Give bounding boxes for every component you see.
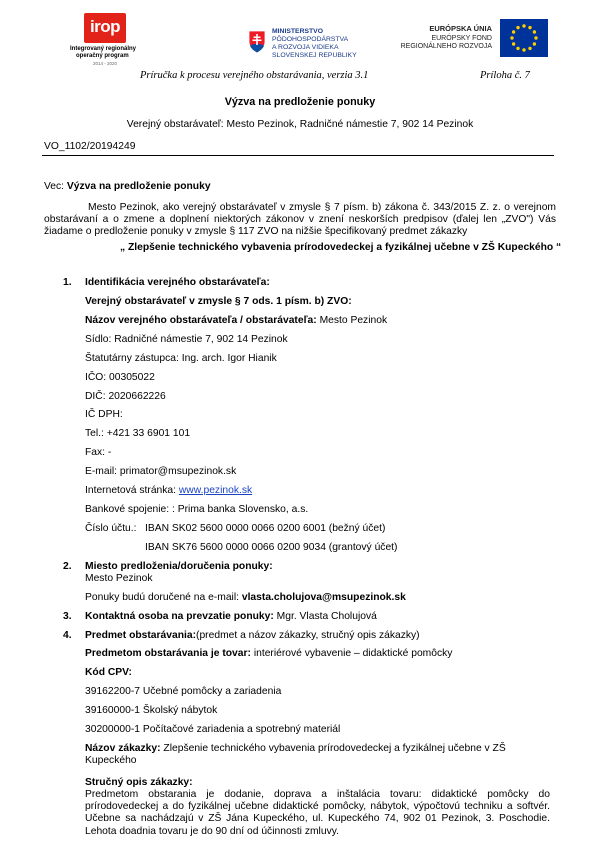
irop-logo [84, 13, 126, 43]
eu-line-3: REGIONÁLNEHO ROZVOJA [400, 43, 492, 50]
irop-caption-2: operačný program [76, 53, 129, 59]
intro-paragraph: Mesto Pezinok, ako verejný obstarávateľ v zmysle § 7 písm. b) zákona č. 343/2015 Z. z. o verejnom obstarávaní a o zmene a doplnení niektorých zákonov v znení neskorších predpisov (ďalej len „ZVO") Vás žiadame o predloženie ponuky v zmysle § 117 ZVO na nižšie špecifikovaný predmet zákazky [44, 202, 556, 238]
section-4-heading: Predmet obstarávania: [85, 630, 197, 641]
slovak-coat-of-arms-icon [248, 30, 266, 59]
section-1-heading: Identifikácia verejného obstarávateľa: [85, 277, 270, 288]
authority-phone: Tel.: +421 33 6901 101 [85, 428, 191, 439]
email-label: E-mail: [85, 466, 120, 477]
contract-name-continued: Kupeckého [85, 755, 137, 766]
description-label: Stručný opis zákazky: [85, 777, 193, 788]
irop-caption-1: Integrovaný regionálny [70, 46, 137, 52]
authority-bank: Bankové spojenie: : Prima banka Slovensko, a.s. [85, 504, 309, 515]
authority-ico: IČO: 00305022 [85, 372, 155, 383]
section-3-heading: Kontaktná osoba na prevzatie ponuky: [85, 611, 274, 622]
irop-years: 2014 - 2020 [93, 61, 118, 66]
ministry-line-1: MINISTERSTVO [272, 28, 323, 35]
contact-person-value: Mgr. Vlasta Cholujová [273, 611, 377, 622]
authority-email [85, 466, 236, 478]
handbook-title: Príručka k procesu verejného obstarávania, verzia 3.1 [140, 70, 369, 81]
authority-dic: DIČ: 2020662226 [85, 391, 166, 402]
attachment-label: Príloha č. 7 [480, 70, 530, 81]
website-link[interactable]: www.pezinok.sk [178, 485, 253, 496]
website-label: Internetová stránka: [85, 485, 179, 496]
cpv-label: Kód CPV: [85, 667, 132, 678]
authority-icdph: IČ DPH: [85, 409, 123, 420]
cpv-item: 39162200-7 Učebné pomôcky a zariadenia [85, 686, 282, 697]
section-3-number: 3. [63, 611, 72, 622]
goods-line [85, 648, 452, 660]
section-4-number: 4. [63, 630, 72, 641]
reference-number: VO_1102/20194249 [44, 141, 136, 152]
goods-label: Predmetom obstarávania je tovar: [85, 648, 251, 659]
intro-subject: „ Zlepšenie technického vybavenia prírodovedeckej a fyzikálnej učebne v ZŠ Kupeckého “ [120, 242, 562, 253]
delivery-email-value: vlasta.cholujova@msupezinok.sk [241, 592, 406, 603]
eu-line-1: EURÓPSKA ÚNIA [429, 24, 492, 33]
subject-line [44, 181, 211, 193]
contract-name [85, 743, 506, 755]
iban-grant: IBAN SK76 5600 0000 0066 0200 9034 (grantový účet) [145, 542, 398, 553]
authority-name-value: Mesto Pezinok [316, 315, 388, 326]
authority-line: Verejný obstarávateľ: Mesto Pezinok, Radničné námestie 7, 902 14 Pezinok [126, 119, 474, 130]
cpv-item: 30200000-1 Počítačové zariadenia a spotrebný materiál [85, 724, 341, 735]
section-2-heading: Miesto predloženia/doručenia ponuky: [85, 561, 273, 572]
contract-name-label: Názov zákazky: [85, 743, 161, 754]
ministry-line-2: PÔDOHOSPODÁRSTVA [272, 36, 349, 43]
cpv-item: 39160000-1 Školský nábytok [85, 705, 218, 716]
account-label: Číslo účtu.: [85, 523, 137, 534]
authority-name-label: Názov verejného obstarávateľa / obstarávateľa: [85, 315, 317, 326]
authority-seat: Sídlo: Radničné námestie 7, 902 14 Pezinok [85, 334, 288, 345]
contract-name-value: Zlepšenie technického vybavenia prírodovedeckej a fyzikálnej učebne v ZŠ [160, 743, 506, 754]
delivery-place: Mesto Pezinok [85, 573, 153, 584]
authority-website [85, 485, 252, 497]
eu-flag-icon [500, 19, 548, 57]
eu-line-2: EURÓPSKY FOND [431, 35, 492, 42]
page-title: Výzva na predloženie ponuky [224, 96, 376, 108]
contact-person [85, 611, 377, 623]
subject-label: Vec: [44, 181, 65, 192]
ministry-line-4: SLOVENSKEJ REPUBLIKY [272, 52, 357, 59]
delivery-email [85, 592, 406, 604]
authority-fax: Fax: - [85, 447, 112, 458]
goods-value: interiérové vybavenie – didaktické pomôcky [250, 648, 453, 659]
irop-logo-text: irop [89, 17, 121, 36]
authority-name [85, 315, 387, 327]
section-4-heading-line [85, 630, 420, 642]
section-4-heading-note: (predmet a názov zákazky, stručný opis zákazky) [196, 630, 420, 641]
section-1-subheading: Verejný obstarávateľ v zmysle § 7 ods. 1 písm. b) ZVO: [85, 296, 352, 307]
ministry-line-3: A ROZVOJA VIDIEKA [272, 44, 339, 51]
section-2-number: 2. [63, 561, 72, 572]
section-1-number: 1. [63, 277, 72, 288]
description-text: Predmetom obstarania je dodanie, doprava a inštalácia tovaru: didaktické pomôcky do prírodovedeckej a do fyzikálnej učebne didaktické pomôcky, nábytok, výpočtovú techniku a softvér. Učebne sa nachádzajú v ZŠ Jána Kupeckého, ul. Kupeckého 74, 902 01 Pezinok, 3. Poschodie. Lehota doadnia tovaru je do 90 dní od účinnosti zmluvy. [85, 789, 550, 837]
authority-representative: Štatutárny zástupca: Ing. arch. Igor Hianik [85, 353, 277, 364]
email-value: primator@msupezinok.sk [119, 466, 237, 477]
delivery-email-label: Ponuky budú doručené na e-mail: [85, 592, 242, 603]
subject-value: Výzva na predloženie ponuky [66, 181, 211, 192]
iban-current: IBAN SK02 5600 0000 0066 0200 6001 (bežný účet) [145, 523, 386, 534]
divider [42, 155, 554, 156]
